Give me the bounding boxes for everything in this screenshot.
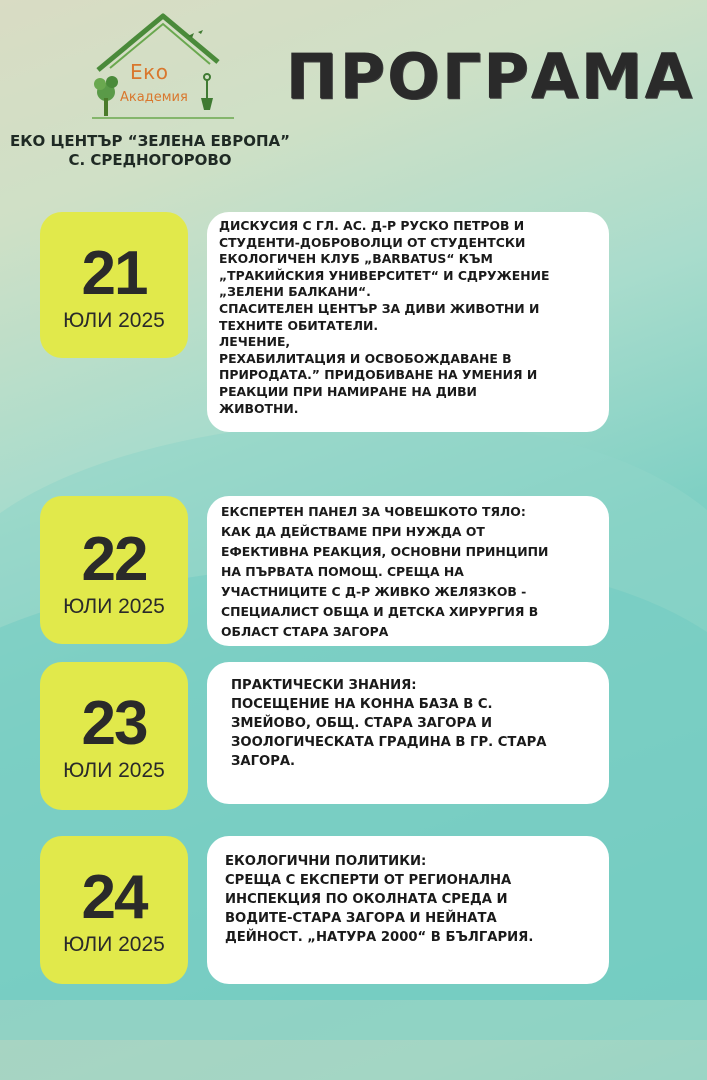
date-month: ЮЛИ 2025 — [63, 309, 165, 332]
event-description-22 — [207, 496, 609, 646]
date-day: 23 — [81, 689, 147, 758]
eko-akademia-logo — [88, 12, 238, 130]
date-day: 22 — [81, 525, 147, 594]
logo-eko-text: Еко — [130, 60, 169, 84]
date-month: ЮЛИ 2025 — [63, 595, 165, 618]
date-day: 21 — [81, 239, 147, 308]
logo-akademia-text: Академия — [120, 90, 188, 105]
event-text: ЕКСПЕРТЕН ПАНЕЛ ЗА ЧОВЕШКОТО ТЯЛО: КАК ДА ДЕЙСТВАМЕ ПРИ НУЖДА ОТ ЕФЕКТИВНА РЕАКЦИЯ, ОСНОВНИ ПРИНЦИПИ НА ПЪРВАТА ПОМОЩ. СРЕЩА НА УЧАСТНИЦИТЕ С Д-Р ЖИВКО ЖЕЛЯЗКОВ - СПЕЦИАЛИСТ ОБЩА И ДЕТСКА ХИРУРГИЯ В ОБЛАСТ СТАРА ЗАГОРА — [221, 504, 549, 639]
date-month: ЮЛИ 2025 — [63, 759, 165, 782]
event-text: ПРАКТИЧЕСКИ ЗНАНИЯ: ПОСЕЩЕНИЕ НА КОННА БАЗА В С. ЗМЕЙОВО, ОБЩ. СТАРА ЗАГОРА И ЗООЛОГИЧЕСКАТА ГРАДИНА В ГР. СТАРА ЗАГОРА. — [231, 678, 547, 769]
event-description-23 — [207, 662, 609, 804]
date-day: 24 — [81, 863, 147, 932]
event-text: ДИСКУСИЯ С ГЛ. АС. Д-Р РУСКО ПЕТРОВ И СТУДЕНТИ-ДОБРОВОЛЦИ ОТ СТУДЕНТСКИ ЕКОЛОГИЧЕН КЛУБ „BARBATUS“ КЪМ „ТРАКИЙСКИЯ УНИВЕРСИТЕТ“ И СДРУЖЕНИЕ „ЗЕЛЕНИ БАЛКАНИ“. СПАСИТЕЛЕН ЦЕНТЪР ЗА ДИВИ ЖИВОТНИ И ТЕХНИТЕ ОБИТАТЕЛИ. ЛЕЧЕНИЕ, РЕХАБИЛИТАЦИЯ И ОСВОБОЖДАВАНЕ В ПРИРОДАТА.” ПРИДОБИВАНЕ НА УМЕНИЯ И РЕАКЦИИ ПРИ НАМИРАНЕ НА ДИВИ ЖИВОТНИ. — [219, 218, 550, 416]
date-box-23 — [40, 662, 188, 810]
date-month: ЮЛИ 2025 — [63, 933, 165, 956]
event-text: ЕКОЛОГИЧНИ ПОЛИТИКИ: СРЕЩА С ЕКСПЕРТИ ОТ РЕГИОНАЛНА ИНСПЕКЦИЯ ПО ОКОЛНАТА СРЕДА И ВОДИТЕ-СТАРА ЗАГОРА И НЕЙНАТА ДЕЙНОСТ. „НАТУРА 2000“ В БЪЛГАРИЯ. — [225, 854, 534, 945]
program-title: ПРОГРАМА — [285, 40, 695, 113]
event-description-24 — [207, 836, 609, 984]
eco-center-name — [0, 132, 300, 170]
date-box-21 — [40, 212, 188, 358]
center-name-line1: ЕКО ЦЕНТЪР “ЗЕЛЕНА ЕВРОПА” — [9, 132, 291, 150]
date-box-24 — [40, 836, 188, 984]
date-box-22 — [40, 496, 188, 644]
center-name-line2: С. СРЕДНОГОРОВО — [68, 151, 232, 169]
event-description-21 — [207, 212, 609, 432]
